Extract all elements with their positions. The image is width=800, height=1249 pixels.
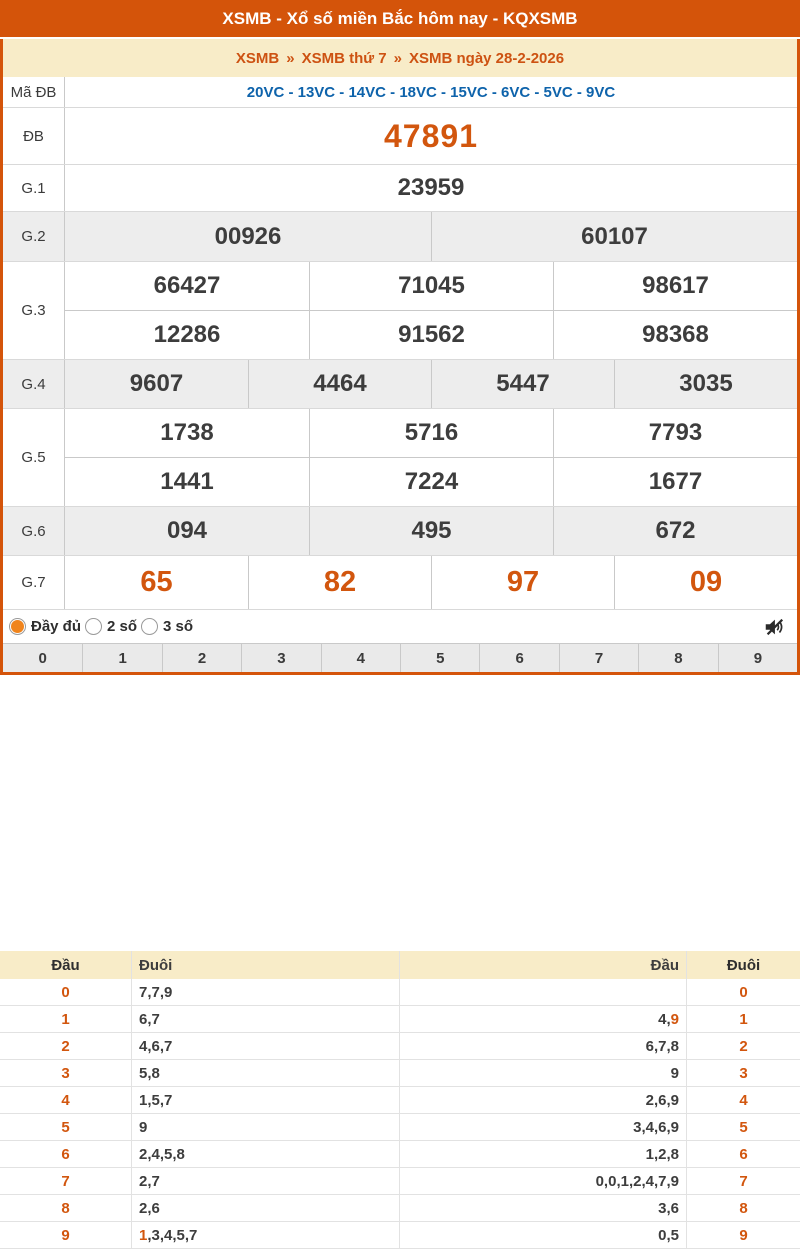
dau-duoi-row: [0, 979, 800, 1006]
dau-right-values: [399, 1033, 686, 1059]
digit-list: 5,8: [139, 1064, 160, 1082]
prize-label: G.1: [3, 165, 65, 211]
prize-cell: 1738: [160, 419, 214, 446]
prize-cell: 23959: [397, 174, 465, 201]
dau-duoi-row: [0, 1006, 800, 1033]
prize-values: [65, 409, 797, 506]
prize-cell: 672: [553, 507, 797, 555]
duoi-left-values: [131, 1168, 399, 1194]
dau-left-value: 3: [61, 1064, 70, 1082]
breadcrumb-separator: »: [393, 49, 402, 67]
prize-row: [3, 108, 797, 165]
digit-list: 9: [139, 1118, 148, 1136]
dau-right-values: [399, 1060, 686, 1086]
digit-list: 0,0,1,2,4,7,9: [595, 1172, 679, 1190]
dau-duoi-row: [0, 1195, 800, 1222]
prize-row: [3, 262, 797, 360]
dau-right-values: [399, 1222, 686, 1248]
prize-cell: 65: [140, 566, 173, 598]
prize-row: [3, 409, 797, 507]
prize-cell: 094: [166, 517, 208, 544]
radio-2-digits-label: 2 số: [107, 618, 138, 635]
dau-right-values: [399, 979, 686, 1005]
dau-duoi-table: [0, 951, 800, 1249]
digit-list: 2,6,9: [645, 1091, 679, 1109]
dau-left-value: 7: [61, 1172, 70, 1190]
breadcrumb-link-date[interactable]: XSMB ngày 28-2-2026: [409, 49, 565, 67]
prize-values: [65, 556, 797, 609]
radio-3-digits-label: 3 số: [163, 618, 194, 635]
prize-cell: 09: [614, 556, 797, 609]
prize-cell: 5716: [309, 409, 553, 457]
prize-row: [3, 360, 797, 409]
prize-cell: 1441: [65, 457, 309, 506]
duoi-right-value: 2: [686, 1033, 800, 1059]
prize-label: G.5: [3, 409, 65, 506]
header-dau-left: Đầu: [51, 956, 80, 974]
prize-cell: 00926: [214, 222, 282, 250]
digit-cell-4[interactable]: 4: [321, 644, 400, 672]
prize-row: [3, 212, 797, 262]
muted-speaker-icon[interactable]: [763, 616, 785, 638]
digit-list: 6,7,8: [645, 1037, 679, 1055]
prize-cell: 4464: [248, 360, 431, 408]
duoi-left-values: [131, 979, 399, 1005]
dau-right-values: [399, 1087, 686, 1113]
header-duoi-left: Đuôi: [131, 951, 399, 979]
digit-cell-7[interactable]: 7: [559, 644, 638, 672]
duoi-left-values: [131, 1222, 399, 1248]
radio-icon: [85, 618, 102, 635]
results-board: [0, 39, 800, 675]
prize-label: ĐB: [3, 108, 65, 164]
digit-list: 4,: [658, 1010, 671, 1028]
digit-cell-3[interactable]: 3: [241, 644, 320, 672]
display-filter: [3, 610, 797, 643]
digit-cell-0[interactable]: 0: [3, 644, 82, 672]
breadcrumb-link-weekday[interactable]: XSMB thứ 7: [301, 49, 387, 67]
prize-values: [65, 212, 797, 261]
prize-cell: 60107: [431, 212, 797, 261]
duoi-left-values: [131, 1087, 399, 1113]
prize-label: G.7: [3, 556, 65, 609]
digit-list: 2,4,5,8: [139, 1145, 185, 1163]
dau-duoi-row: [0, 1033, 800, 1060]
prize-values: [65, 77, 797, 107]
prize-label: G.4: [3, 360, 65, 408]
digit-list: 1,2,8: [645, 1145, 679, 1163]
dau-duoi-row: [0, 1060, 800, 1087]
breadcrumb: [3, 39, 797, 77]
highlighted-digit: 1: [139, 1226, 148, 1244]
prize-values: [65, 108, 797, 164]
prize-cell: 3035: [614, 360, 797, 408]
prize-cell: 47891: [384, 117, 478, 154]
highlighted-digit: 9: [670, 1010, 679, 1028]
dau-left-value: 0: [61, 983, 70, 1001]
prize-cell: 5447: [431, 360, 614, 408]
duoi-right-value: 4: [686, 1087, 800, 1113]
digit-list: 3,6: [658, 1199, 679, 1217]
digit-cell-1[interactable]: 1: [82, 644, 161, 672]
duoi-right-value: 7: [686, 1168, 800, 1194]
duoi-left-values: [131, 1033, 399, 1059]
dau-left-value: 9: [61, 1226, 70, 1244]
radio-icon: [9, 618, 26, 635]
header-duoi-right: Đuôi: [686, 951, 800, 979]
digit-list: 6,7: [139, 1010, 160, 1028]
duoi-right-value: 3: [686, 1060, 800, 1086]
duoi-right-value: 9: [686, 1222, 800, 1248]
header-dau-right: Đầu: [399, 951, 686, 979]
digit-list: 3,4,6,9: [633, 1118, 679, 1136]
dau-duoi-row: [0, 1141, 800, 1168]
prize-cell: 91562: [309, 310, 553, 359]
prize-values: [65, 262, 797, 359]
spacer: [0, 675, 800, 951]
dau-duoi-row: [0, 1114, 800, 1141]
dau-left-value: 4: [61, 1091, 70, 1109]
dau-left-value: 6: [61, 1145, 70, 1163]
prize-label: G.6: [3, 507, 65, 555]
dau-right-values: [399, 1141, 686, 1167]
dau-left-value: 5: [61, 1118, 70, 1136]
prize-cell: 495: [309, 507, 553, 555]
digit-cell-6[interactable]: 6: [479, 644, 558, 672]
duoi-right-value: 0: [686, 979, 800, 1005]
prize-values: [65, 507, 797, 555]
prize-cell: 82: [248, 556, 431, 609]
digit-list: 1,5,7: [139, 1091, 173, 1109]
dau-duoi-row: [0, 1087, 800, 1114]
prize-cell: 1677: [553, 457, 797, 506]
radio-full-label: Đầy đủ: [31, 618, 82, 635]
digit-list: 2,7: [139, 1172, 160, 1190]
dau-duoi-row: [0, 1222, 800, 1249]
prize-cell: 20VC - 13VC - 14VC - 18VC - 15VC - 6VC - 5VC - 9VC: [246, 83, 616, 101]
dau-right-values: [399, 1168, 686, 1194]
digit-list: 4,6,7: [139, 1037, 173, 1055]
radio-full[interactable]: [9, 618, 81, 635]
duoi-right-value: 5: [686, 1114, 800, 1140]
dau-right-values: [399, 1114, 686, 1140]
duoi-left-values: [131, 1141, 399, 1167]
digit-list: 9: [670, 1064, 679, 1082]
duoi-left-values: [131, 1195, 399, 1221]
prize-row: [3, 556, 797, 610]
digit-filter-row: [3, 643, 797, 672]
duoi-right-value: 6: [686, 1141, 800, 1167]
prize-cell: 12286: [65, 310, 309, 359]
prize-table: [3, 77, 797, 610]
prize-values: [65, 360, 797, 408]
dau-duoi-header: [0, 951, 800, 979]
breadcrumb-separator: »: [286, 49, 295, 67]
duoi-left-values: [131, 1060, 399, 1086]
duoi-right-value: 8: [686, 1195, 800, 1221]
breadcrumb-link-xsmb[interactable]: XSMB: [235, 49, 280, 67]
page-header: [0, 0, 800, 37]
prize-cell: 66427: [153, 272, 221, 299]
duoi-left-values: [131, 1114, 399, 1140]
prize-cell: 98617: [553, 262, 797, 310]
dau-right-values: [399, 1195, 686, 1221]
dau-left-value: 1: [61, 1010, 70, 1028]
prize-cell: 7224: [309, 457, 553, 506]
prize-row: [3, 77, 797, 108]
digit-cell-2[interactable]: 2: [162, 644, 241, 672]
prize-values: [65, 165, 797, 211]
digit-cell-5[interactable]: 5: [400, 644, 479, 672]
radio-2-digits[interactable]: [85, 618, 137, 635]
prize-cell: 97: [431, 556, 614, 609]
prize-label: G.3: [3, 262, 65, 359]
dau-right-values: [399, 1006, 686, 1032]
duoi-left-values: [131, 1006, 399, 1032]
digit-list: 0,5: [658, 1226, 679, 1244]
dau-left-value: 8: [61, 1199, 70, 1217]
dau-duoi-row: [0, 1168, 800, 1195]
prize-cell: 9607: [129, 370, 184, 397]
digit-list: 2,6: [139, 1199, 160, 1217]
digit-list: 7,7,9: [139, 983, 173, 1001]
dau-duoi-body: [0, 979, 800, 1249]
prize-row: [3, 507, 797, 556]
prize-label: G.2: [3, 212, 65, 261]
page-title: XSMB - Xổ số miền Bắc hôm nay - KQXSMB: [222, 8, 578, 28]
prize-cell: 7793: [553, 409, 797, 457]
prize-cell: 71045: [309, 262, 553, 310]
digit-list: ,3,4,5,7: [147, 1226, 198, 1244]
duoi-right-value: 1: [686, 1006, 800, 1032]
digit-cell-9[interactable]: 9: [718, 644, 797, 672]
radio-3-digits[interactable]: [141, 618, 193, 635]
radio-icon: [141, 618, 158, 635]
digit-cell-8[interactable]: 8: [638, 644, 717, 672]
prize-cell: 98368: [553, 310, 797, 359]
prize-label: Mã ĐB: [3, 77, 65, 107]
prize-row: [3, 165, 797, 212]
dau-left-value: 2: [61, 1037, 70, 1055]
